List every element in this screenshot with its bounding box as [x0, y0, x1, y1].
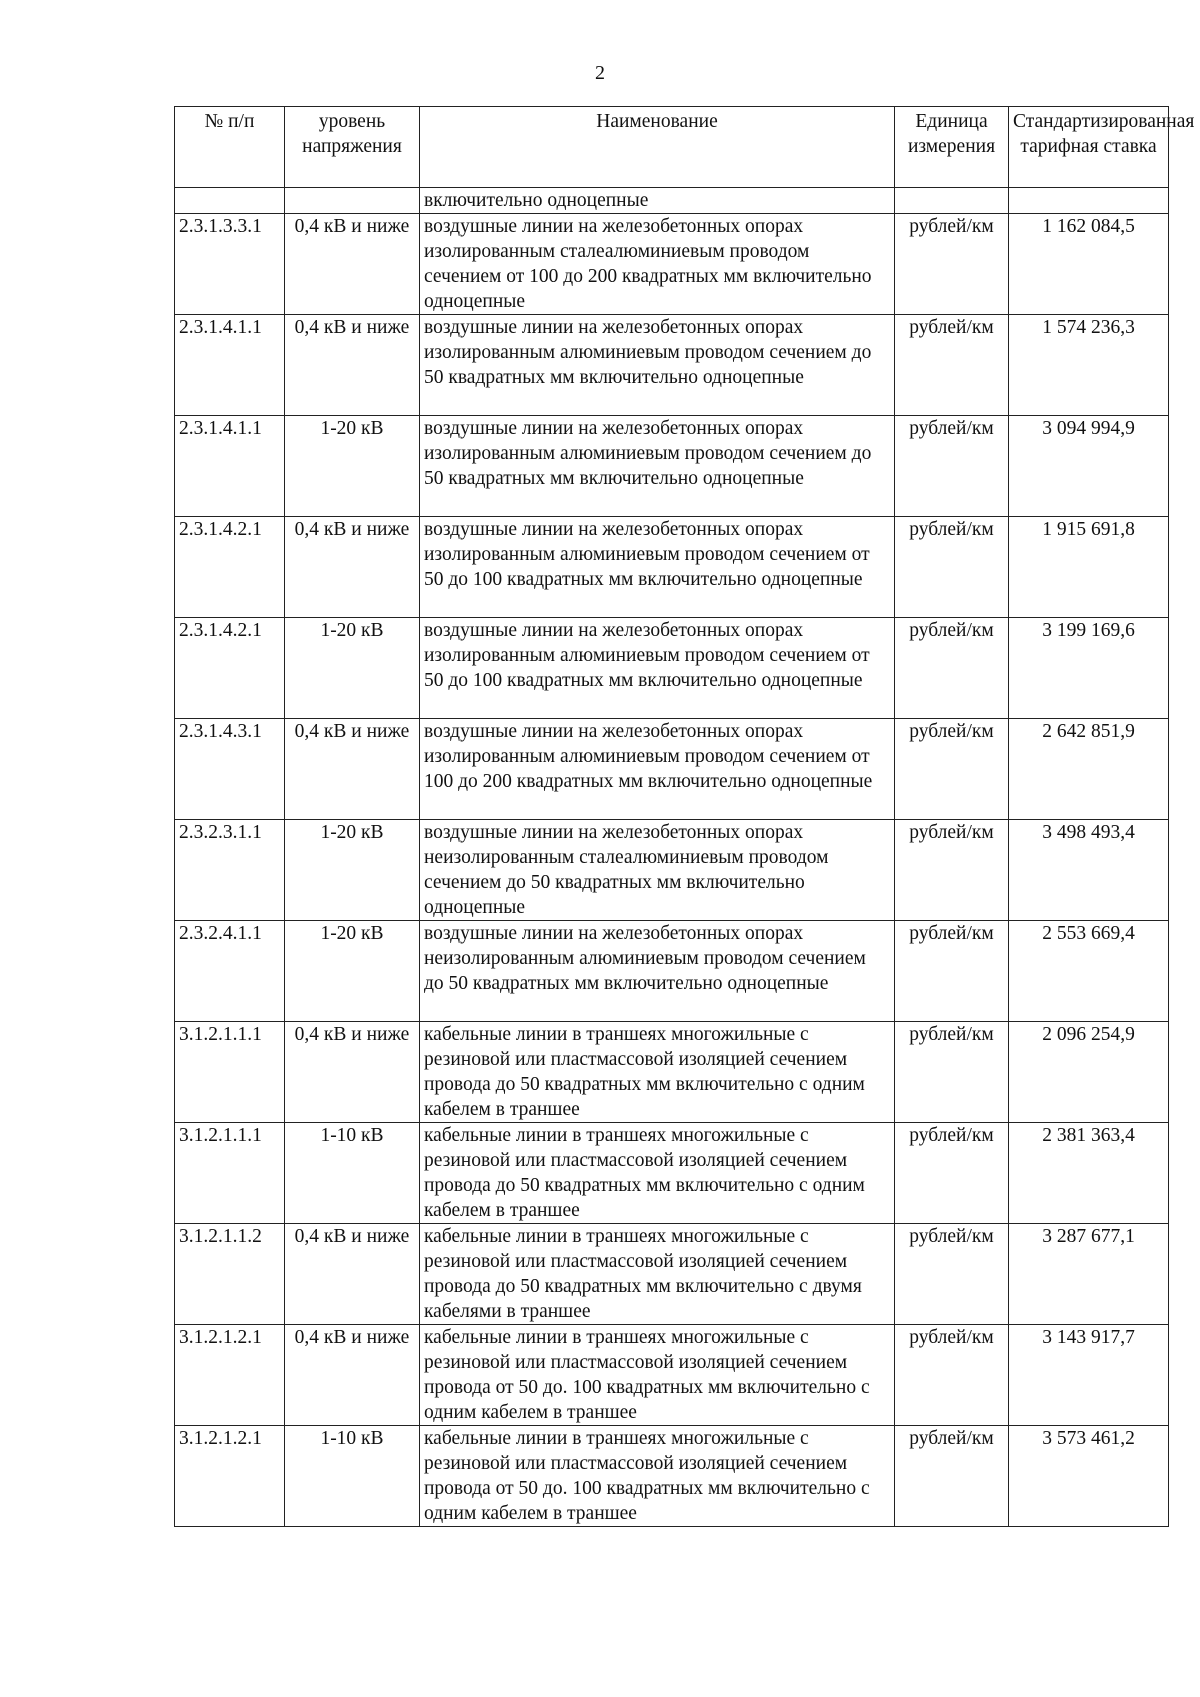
cell-unit: рублей/км [895, 618, 1009, 719]
cell-rate: 2 553 669,4 [1009, 921, 1169, 1022]
cell-unit: рублей/км [895, 416, 1009, 517]
cell-name: воздушные линии на железобетонных опорах изолированным алюминиевым проводом сечением до 50 квадратных мм включительно одноцепные [420, 416, 895, 517]
cell-rate: 3 094 994,9 [1009, 416, 1169, 517]
cell-num: 2.3.1.4.2.1 [175, 517, 285, 618]
cell-rate: 1 915 691,8 [1009, 517, 1169, 618]
cell-unit: рублей/км [895, 820, 1009, 921]
cell-name: кабельные линии в траншеях многожильные с резиновой или пластмассовой изоляцией сечением провода от 50 до. 100 квадратных мм включительно с одним кабелем в траншее [420, 1325, 895, 1426]
cell-num: 2.3.2.3.1.1 [175, 820, 285, 921]
cell-voltage: 1-20 кВ [285, 820, 420, 921]
cell-name: воздушные линии на железобетонных опорах изолированным алюминиевым проводом сечением от 50 до 100 квадратных мм включительно одноцепные [420, 517, 895, 618]
header-name: Наименование [420, 107, 895, 188]
cell-name: кабельные линии в траншеях многожильные с резиновой или пластмассовой изоляцией сечением провода до 50 квадратных мм включительно с одним кабелем в траншее [420, 1022, 895, 1123]
cell-unit: рублей/км [895, 1426, 1009, 1527]
cell-rate: 3 573 461,2 [1009, 1426, 1169, 1527]
table-row [175, 1022, 1169, 1123]
cell-voltage: 1-10 кВ [285, 1123, 420, 1224]
table-body [175, 188, 1169, 1527]
cell-num [175, 188, 285, 214]
cell-unit: рублей/км [895, 719, 1009, 820]
cell-voltage: 0,4 кВ и ниже [285, 719, 420, 820]
table-row [175, 1123, 1169, 1224]
cell-name: воздушные линии на железобетонных опорах неизолированным алюминиевым проводом сечением до 50 квадратных мм включительно одноцепные [420, 921, 895, 1022]
tariff-table [174, 106, 1195, 1527]
cell-rate: 2 096 254,9 [1009, 1022, 1169, 1123]
cell-voltage: 1-20 кВ [285, 416, 420, 517]
cell-voltage: 0,4 кВ и ниже [285, 1224, 420, 1325]
cell-name: воздушные линии на железобетонных опорах изолированным алюминиевым проводом сечением от 100 до 200 квадратных мм включительно одноцепные [420, 719, 895, 820]
table-row [175, 719, 1169, 820]
table-row [175, 315, 1169, 416]
cell-rate: 3 287 677,1 [1009, 1224, 1169, 1325]
cell-voltage: 0,4 кВ и ниже [285, 517, 420, 618]
cell-num: 3.1.2.1.1.1 [175, 1123, 285, 1224]
header-rate: Стандартизированная тарифная ставка [1009, 107, 1169, 188]
table-row [175, 416, 1169, 517]
cell-unit: рублей/км [895, 315, 1009, 416]
cell-voltage: 0,4 кВ и ниже [285, 1325, 420, 1426]
cell-num: 3.1.2.1.1.2 [175, 1224, 285, 1325]
table-row [175, 214, 1169, 315]
table-row [175, 618, 1169, 719]
header-voltage: уровень напряжения [285, 107, 420, 188]
cell-name: воздушные линии на железобетонных опорах изолированным алюминиевым проводом сечением до 50 квадратных мм включительно одноцепные [420, 315, 895, 416]
cell-num: 2.3.1.4.1.1 [175, 315, 285, 416]
cell-unit: рублей/км [895, 1224, 1009, 1325]
cell-unit: рублей/км [895, 1022, 1009, 1123]
table-row [175, 921, 1169, 1022]
table-header-row [175, 107, 1169, 188]
table-row [175, 1325, 1169, 1426]
cell-name: кабельные линии в траншеях многожильные с резиновой или пластмассовой изоляцией сечением провода до 50 квадратных мм включительно с двумя кабелями в траншее [420, 1224, 895, 1325]
cell-num: 2.3.2.4.1.1 [175, 921, 285, 1022]
table-row [175, 1224, 1169, 1325]
page-number: 2 [595, 62, 605, 84]
table-row [175, 820, 1169, 921]
cell-rate: 3 498 493,4 [1009, 820, 1169, 921]
cell-rate: 1 574 236,3 [1009, 315, 1169, 416]
cell-voltage: 0,4 кВ и ниже [285, 315, 420, 416]
cell-voltage: 1-20 кВ [285, 618, 420, 719]
cell-unit: рублей/км [895, 1123, 1009, 1224]
cell-num: 2.3.1.4.2.1 [175, 618, 285, 719]
cell-name: кабельные линии в траншеях многожильные с резиновой или пластмассовой изоляцией сечением провода до 50 квадратных мм включительно с одним кабелем в траншее [420, 1123, 895, 1224]
cell-name: включительно одноцепные [420, 188, 895, 214]
cell-voltage: 0,4 кВ и ниже [285, 214, 420, 315]
cell-unit: рублей/км [895, 517, 1009, 618]
cell-voltage: 1-20 кВ [285, 921, 420, 1022]
cell-unit [895, 188, 1009, 214]
cell-unit: рублей/км [895, 214, 1009, 315]
cell-name: воздушные линии на железобетонных опорах изолированным сталеалюминиевым проводом сечением от 100 до 200 квадратных мм включительно одноцепные [420, 214, 895, 315]
cell-rate: 3 143 917,7 [1009, 1325, 1169, 1426]
cell-num: 3.1.2.1.2.1 [175, 1426, 285, 1527]
cell-rate [1009, 188, 1169, 214]
cell-voltage: 0,4 кВ и ниже [285, 1022, 420, 1123]
cell-num: 3.1.2.1.1.1 [175, 1022, 285, 1123]
cell-rate: 2 642 851,9 [1009, 719, 1169, 820]
cell-rate: 3 199 169,6 [1009, 618, 1169, 719]
header-unit: Единица измерения [895, 107, 1009, 188]
cell-name: воздушные линии на железобетонных опорах изолированным алюминиевым проводом сечением от 50 до 100 квадратных мм включительно одноцепные [420, 618, 895, 719]
continuation-row [175, 188, 1169, 214]
table-row [175, 1426, 1169, 1527]
cell-unit: рублей/км [895, 1325, 1009, 1426]
cell-num: 2.3.1.4.1.1 [175, 416, 285, 517]
cell-rate: 1 162 084,5 [1009, 214, 1169, 315]
cell-num: 2.3.1.3.3.1 [175, 214, 285, 315]
cell-unit: рублей/км [895, 921, 1009, 1022]
cell-name: кабельные линии в траншеях многожильные с резиновой или пластмассовой изоляцией сечением провода от 50 до. 100 квадратных мм включительно с одним кабелем в траншее [420, 1426, 895, 1527]
header-num: № п/п [175, 107, 285, 188]
cell-rate: 2 381 363,4 [1009, 1123, 1169, 1224]
cell-name: воздушные линии на железобетонных опорах неизолированным сталеалюминиевым проводом сечением до 50 квадратных мм включительно одноцепные [420, 820, 895, 921]
table-row [175, 517, 1169, 618]
cell-num: 2.3.1.4.3.1 [175, 719, 285, 820]
cell-num: 3.1.2.1.2.1 [175, 1325, 285, 1426]
cell-voltage [285, 188, 420, 214]
cell-voltage: 1-10 кВ [285, 1426, 420, 1527]
